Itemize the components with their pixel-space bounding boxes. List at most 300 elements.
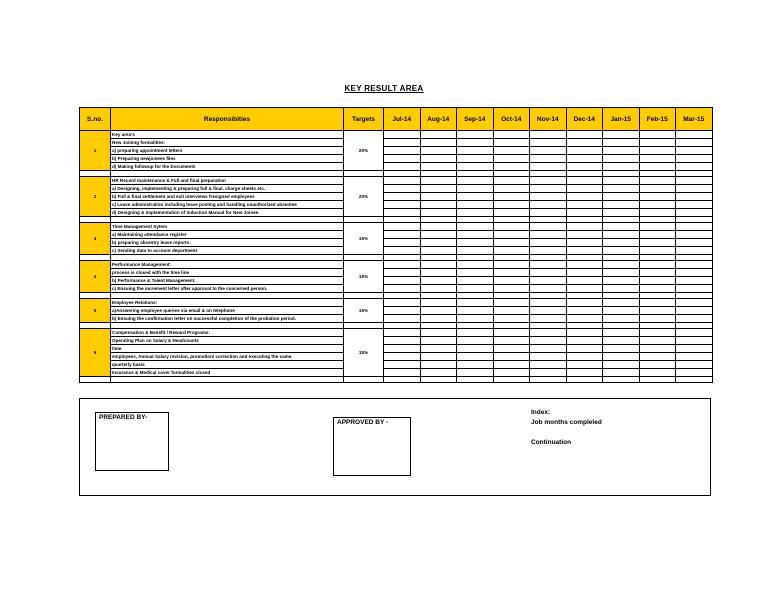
month-cell[interactable] [530, 201, 567, 209]
continuation-label: Continuation [531, 439, 572, 446]
month-cell[interactable] [457, 163, 494, 171]
month-cell[interactable] [457, 345, 494, 353]
month-cell[interactable] [493, 315, 530, 323]
month-cell[interactable] [384, 361, 421, 369]
month-cell[interactable] [566, 247, 603, 255]
key-result-area-table [79, 107, 713, 383]
month-cell[interactable] [603, 239, 640, 247]
month-cell[interactable] [639, 285, 676, 293]
month-cell[interactable] [603, 247, 640, 255]
table-row [80, 193, 713, 201]
month-cell[interactable] [420, 209, 457, 217]
month-cell[interactable] [493, 139, 530, 147]
month-cell[interactable] [676, 261, 713, 269]
month-cell[interactable] [493, 369, 530, 377]
month-cell[interactable] [603, 185, 640, 193]
month-cell[interactable] [530, 269, 567, 277]
month-cell[interactable] [384, 337, 421, 345]
month-cell[interactable] [639, 131, 676, 139]
month-cell[interactable] [639, 315, 676, 323]
responsibility-cell: a) preparing appointment letters [111, 147, 344, 155]
month-cell[interactable] [493, 285, 530, 293]
month-cell[interactable] [420, 329, 457, 337]
month-cell[interactable] [603, 277, 640, 285]
month-cell[interactable] [457, 209, 494, 217]
month-cell[interactable] [384, 261, 421, 269]
blank-cell [80, 377, 111, 383]
month-cell[interactable] [493, 201, 530, 209]
month-cell[interactable] [676, 361, 713, 369]
month-cell[interactable] [493, 163, 530, 171]
month-cell[interactable] [603, 337, 640, 345]
month-cell[interactable] [566, 231, 603, 239]
month-cell[interactable] [457, 307, 494, 315]
month-cell[interactable] [566, 177, 603, 185]
month-cell[interactable] [457, 269, 494, 277]
target-cell: 15% [344, 299, 384, 323]
month-cell[interactable] [384, 209, 421, 217]
table-row [80, 209, 713, 217]
month-cell[interactable] [384, 277, 421, 285]
month-cell[interactable] [384, 329, 421, 337]
month-cell[interactable] [530, 231, 567, 239]
month-cell[interactable] [566, 277, 603, 285]
month-cell[interactable] [603, 223, 640, 231]
month-cell[interactable] [384, 247, 421, 255]
month-cell[interactable] [639, 307, 676, 315]
month-cell[interactable] [566, 131, 603, 139]
month-cell[interactable] [566, 139, 603, 147]
month-cell[interactable] [639, 261, 676, 269]
job-months-label: Job months compleled [531, 419, 602, 426]
month-cell[interactable] [493, 239, 530, 247]
month-cell[interactable] [493, 231, 530, 239]
header-sno: S.no. [80, 108, 111, 131]
responsibility-cell: HR Record maintenance & Full and final preparation [111, 177, 344, 185]
month-cell[interactable] [603, 299, 640, 307]
month-cell[interactable] [530, 299, 567, 307]
month-cell[interactable] [639, 139, 676, 147]
header-month: Jul-14 [384, 108, 421, 131]
month-cell[interactable] [420, 277, 457, 285]
month-cell[interactable] [384, 369, 421, 377]
month-cell[interactable] [530, 353, 567, 361]
month-cell[interactable] [566, 201, 603, 209]
month-cell[interactable] [493, 177, 530, 185]
month-cell[interactable] [676, 155, 713, 163]
month-cell[interactable] [420, 315, 457, 323]
month-cell[interactable] [530, 193, 567, 201]
month-cell[interactable] [457, 223, 494, 231]
month-cell[interactable] [603, 155, 640, 163]
month-cell[interactable] [420, 139, 457, 147]
month-cell[interactable] [603, 163, 640, 171]
month-cell[interactable] [676, 329, 713, 337]
month-cell[interactable] [493, 247, 530, 255]
month-cell[interactable] [420, 131, 457, 139]
month-cell[interactable] [676, 247, 713, 255]
month-cell[interactable] [639, 337, 676, 345]
month-cell[interactable] [603, 139, 640, 147]
month-cell[interactable] [420, 231, 457, 239]
month-cell[interactable] [420, 185, 457, 193]
month-cell[interactable] [603, 353, 640, 361]
month-cell[interactable] [420, 299, 457, 307]
month-cell[interactable] [384, 231, 421, 239]
month-cell[interactable] [384, 299, 421, 307]
month-cell[interactable] [639, 155, 676, 163]
month-cell[interactable] [676, 163, 713, 171]
sno-cell: 4 [80, 261, 111, 293]
month-cell[interactable] [530, 285, 567, 293]
month-cell[interactable] [639, 299, 676, 307]
header-month: Dec-14 [566, 108, 603, 131]
month-cell[interactable] [566, 361, 603, 369]
month-cell[interactable] [530, 345, 567, 353]
month-cell[interactable] [493, 185, 530, 193]
month-cell[interactable] [603, 177, 640, 185]
month-cell[interactable] [566, 261, 603, 269]
month-cell[interactable] [493, 193, 530, 201]
month-cell[interactable] [603, 345, 640, 353]
month-cell[interactable] [603, 285, 640, 293]
month-cell[interactable] [566, 345, 603, 353]
month-cell[interactable] [493, 147, 530, 155]
month-cell[interactable] [420, 361, 457, 369]
blank-cell [111, 377, 344, 383]
responsibility-cell: Operating Plan on Salary & Headcounts [111, 337, 344, 345]
month-cell[interactable] [530, 277, 567, 285]
table-row [80, 239, 713, 247]
responsibility-cell: process is closed with the time line [111, 269, 344, 277]
month-cell[interactable] [384, 163, 421, 171]
month-cell[interactable] [457, 261, 494, 269]
sno-cell: 1 [80, 131, 111, 171]
month-cell[interactable] [639, 147, 676, 155]
month-cell[interactable] [676, 299, 713, 307]
month-cell[interactable] [493, 299, 530, 307]
month-cell[interactable] [493, 329, 530, 337]
month-cell[interactable] [530, 147, 567, 155]
month-cell[interactable] [384, 269, 421, 277]
month-cell[interactable] [603, 261, 640, 269]
prepared-by-box[interactable] [95, 412, 169, 471]
month-cell[interactable] [639, 361, 676, 369]
month-cell[interactable] [457, 147, 494, 155]
header-month: Sep-14 [457, 108, 494, 131]
approved-by-box[interactable] [333, 417, 411, 476]
month-cell[interactable] [420, 163, 457, 171]
month-cell[interactable] [639, 223, 676, 231]
month-cell[interactable] [639, 247, 676, 255]
month-cell[interactable] [530, 261, 567, 269]
blank-cell [493, 377, 530, 383]
month-cell[interactable] [384, 353, 421, 361]
month-cell[interactable] [493, 337, 530, 345]
month-cell[interactable] [384, 177, 421, 185]
month-cell[interactable] [420, 337, 457, 345]
blank-cell [676, 377, 713, 383]
month-cell[interactable] [676, 269, 713, 277]
month-cell[interactable] [493, 155, 530, 163]
month-cell[interactable] [566, 209, 603, 217]
month-cell[interactable] [457, 231, 494, 239]
month-cell[interactable] [384, 307, 421, 315]
month-cell[interactable] [639, 329, 676, 337]
month-cell[interactable] [603, 131, 640, 139]
month-cell[interactable] [457, 139, 494, 147]
month-cell[interactable] [493, 269, 530, 277]
month-cell[interactable] [384, 147, 421, 155]
month-cell[interactable] [420, 345, 457, 353]
month-cell[interactable] [639, 185, 676, 193]
month-cell[interactable] [420, 239, 457, 247]
month-cell[interactable] [639, 369, 676, 377]
month-cell[interactable] [566, 147, 603, 155]
month-cell[interactable] [676, 285, 713, 293]
month-cell[interactable] [566, 285, 603, 293]
month-cell[interactable] [676, 369, 713, 377]
month-cell[interactable] [493, 307, 530, 315]
month-cell[interactable] [530, 223, 567, 231]
month-cell[interactable] [639, 231, 676, 239]
blank-cell [530, 377, 567, 383]
table-row [80, 337, 713, 345]
month-cell[interactable] [676, 201, 713, 209]
month-cell[interactable] [420, 269, 457, 277]
responsibility-cell: quarterly basis [111, 361, 344, 369]
approved-by-label: APPROVED BY - [337, 419, 389, 426]
month-cell[interactable] [457, 247, 494, 255]
table-row [80, 223, 713, 231]
month-cell[interactable] [420, 353, 457, 361]
month-cell[interactable] [676, 315, 713, 323]
month-cell[interactable] [676, 139, 713, 147]
month-cell[interactable] [676, 345, 713, 353]
responsibility-cell: Insurance & Medical cover formalities closed [111, 369, 344, 377]
blank-cell [420, 377, 457, 383]
table-row [80, 139, 713, 147]
header-month: Feb-15 [639, 108, 676, 131]
month-cell[interactable] [639, 269, 676, 277]
month-cell[interactable] [603, 147, 640, 155]
blank-cell [384, 377, 421, 383]
month-cell[interactable] [566, 307, 603, 315]
month-cell[interactable] [603, 201, 640, 209]
month-cell[interactable] [457, 315, 494, 323]
target-cell: 15% [344, 329, 384, 377]
month-cell[interactable] [420, 201, 457, 209]
month-cell[interactable] [493, 209, 530, 217]
month-cell[interactable] [420, 147, 457, 155]
table-row [80, 269, 713, 277]
responsibility-cell: Time Management Sytem [111, 223, 344, 231]
month-cell[interactable] [384, 345, 421, 353]
month-cell[interactable] [603, 209, 640, 217]
responsibility-cell: New Joining formalities: [111, 139, 344, 147]
sno-cell: 5 [80, 299, 111, 323]
month-cell[interactable] [493, 277, 530, 285]
month-cell[interactable] [603, 369, 640, 377]
responsibility-cell: Compensation & Benefit / Reward Programs: [111, 329, 344, 337]
month-cell[interactable] [566, 337, 603, 345]
month-cell[interactable] [530, 239, 567, 247]
month-cell[interactable] [566, 163, 603, 171]
month-cell[interactable] [603, 361, 640, 369]
responsibility-cell: time [111, 345, 344, 353]
month-cell[interactable] [420, 369, 457, 377]
month-cell[interactable] [457, 285, 494, 293]
spacer-row [80, 377, 713, 383]
month-cell[interactable] [639, 193, 676, 201]
month-cell[interactable] [566, 185, 603, 193]
month-cell[interactable] [530, 307, 567, 315]
responsibility-cell: c) Sending data to account department [111, 247, 344, 255]
month-cell[interactable] [457, 353, 494, 361]
month-cell[interactable] [603, 269, 640, 277]
month-cell[interactable] [676, 231, 713, 239]
month-cell[interactable] [420, 307, 457, 315]
month-cell[interactable] [603, 193, 640, 201]
month-cell[interactable] [384, 155, 421, 163]
month-cell[interactable] [530, 329, 567, 337]
responsibility-cell: c) Leave administration including leave posting and handling unauthorized absentee [111, 201, 344, 209]
month-cell[interactable] [566, 299, 603, 307]
month-cell[interactable] [457, 277, 494, 285]
month-cell[interactable] [676, 223, 713, 231]
responsibility-cell: a) Maintaining attendance register [111, 231, 344, 239]
month-cell[interactable] [384, 201, 421, 209]
month-cell[interactable] [676, 209, 713, 217]
month-cell[interactable] [420, 223, 457, 231]
month-cell[interactable] [676, 177, 713, 185]
target-cell: 20% [344, 131, 384, 171]
month-cell[interactable] [493, 353, 530, 361]
month-cell[interactable] [384, 285, 421, 293]
month-cell[interactable] [566, 223, 603, 231]
month-cell[interactable] [676, 277, 713, 285]
month-cell[interactable] [457, 155, 494, 163]
month-cell[interactable] [639, 345, 676, 353]
month-cell[interactable] [676, 193, 713, 201]
month-cell[interactable] [530, 315, 567, 323]
month-cell[interactable] [384, 223, 421, 231]
month-cell[interactable] [530, 369, 567, 377]
responsibility-cell: Performance Management: [111, 261, 344, 269]
month-cell[interactable] [384, 315, 421, 323]
month-cell[interactable] [384, 239, 421, 247]
table-row [80, 329, 713, 337]
month-cell[interactable] [566, 353, 603, 361]
month-cell[interactable] [530, 163, 567, 171]
table-row [80, 201, 713, 209]
month-cell[interactable] [639, 209, 676, 217]
month-cell[interactable] [493, 361, 530, 369]
month-cell[interactable] [566, 315, 603, 323]
month-cell[interactable] [493, 131, 530, 139]
month-cell[interactable] [530, 337, 567, 345]
month-cell[interactable] [530, 131, 567, 139]
month-cell[interactable] [420, 261, 457, 269]
month-cell[interactable] [457, 239, 494, 247]
month-cell[interactable] [639, 163, 676, 171]
table-row [80, 345, 713, 353]
month-cell[interactable] [493, 345, 530, 353]
blank-cell [457, 377, 494, 383]
month-cell[interactable] [566, 155, 603, 163]
month-cell[interactable] [603, 307, 640, 315]
header-month: Nov-14 [530, 108, 567, 131]
month-cell[interactable] [676, 147, 713, 155]
month-cell[interactable] [384, 193, 421, 201]
responsibility-cell: b) Full & final settlement and exit interviews fresigned employees [111, 193, 344, 201]
month-cell[interactable] [676, 353, 713, 361]
month-cell[interactable] [566, 239, 603, 247]
month-cell[interactable] [384, 185, 421, 193]
month-cell[interactable] [566, 369, 603, 377]
month-cell[interactable] [457, 361, 494, 369]
month-cell[interactable] [676, 185, 713, 193]
target-cell: 15% [344, 261, 384, 293]
month-cell[interactable] [457, 185, 494, 193]
month-cell[interactable] [639, 277, 676, 285]
month-cell[interactable] [603, 231, 640, 239]
month-cell[interactable] [639, 201, 676, 209]
month-cell[interactable] [639, 177, 676, 185]
month-cell[interactable] [457, 201, 494, 209]
month-cell[interactable] [530, 177, 567, 185]
month-cell[interactable] [420, 247, 457, 255]
month-cell[interactable] [566, 269, 603, 277]
month-cell[interactable] [639, 239, 676, 247]
month-cell[interactable] [676, 239, 713, 247]
month-cell[interactable] [493, 261, 530, 269]
month-cell[interactable] [420, 155, 457, 163]
month-cell[interactable] [603, 329, 640, 337]
month-cell[interactable] [603, 315, 640, 323]
table-row [80, 353, 713, 361]
month-cell[interactable] [566, 193, 603, 201]
month-cell[interactable] [457, 337, 494, 345]
month-cell[interactable] [530, 185, 567, 193]
page-title: KEY RESULT AREA [344, 84, 424, 93]
table-row [80, 299, 713, 307]
month-cell[interactable] [384, 139, 421, 147]
blank-cell [639, 377, 676, 383]
month-cell[interactable] [457, 299, 494, 307]
month-cell[interactable] [676, 337, 713, 345]
month-cell[interactable] [420, 193, 457, 201]
month-cell[interactable] [457, 177, 494, 185]
month-cell[interactable] [457, 369, 494, 377]
month-cell[interactable] [420, 177, 457, 185]
month-cell[interactable] [530, 209, 567, 217]
month-cell[interactable] [530, 139, 567, 147]
month-cell[interactable] [676, 131, 713, 139]
month-cell[interactable] [420, 285, 457, 293]
month-cell[interactable] [384, 131, 421, 139]
month-cell[interactable] [530, 155, 567, 163]
month-cell[interactable] [457, 131, 494, 139]
month-cell[interactable] [676, 307, 713, 315]
month-cell[interactable] [530, 247, 567, 255]
month-cell[interactable] [493, 223, 530, 231]
month-cell[interactable] [530, 361, 567, 369]
month-cell[interactable] [639, 353, 676, 361]
month-cell[interactable] [457, 329, 494, 337]
month-cell[interactable] [566, 329, 603, 337]
month-cell[interactable] [457, 193, 494, 201]
